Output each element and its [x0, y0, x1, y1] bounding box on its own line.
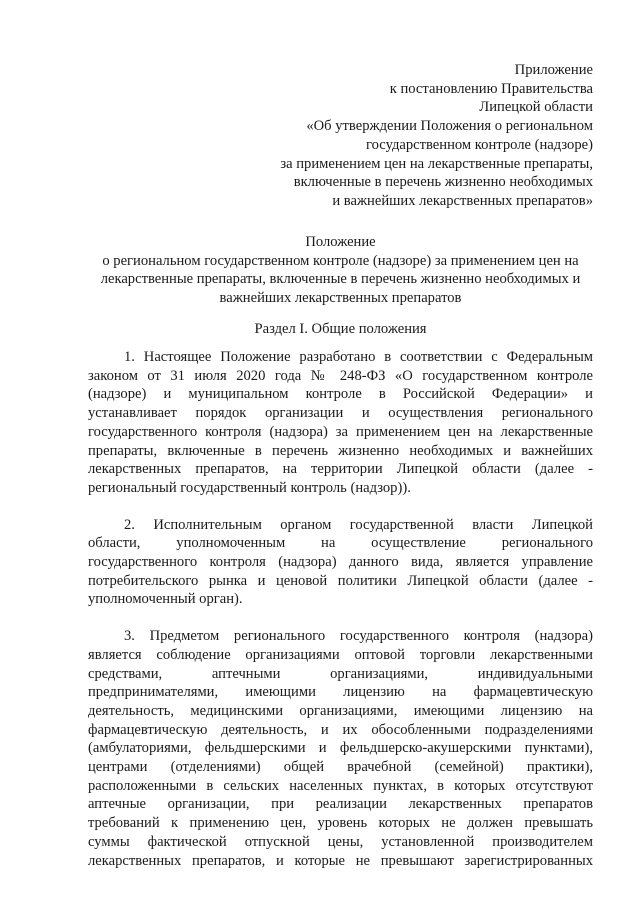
text-line: центрами (отделениями) общей врачебной (семейной) практики), — [88, 759, 593, 776]
text-line: государственного контроля (надзора) данного вида, является управление — [88, 554, 593, 571]
text-line: является соблюдение организациями оптовой торговли лекарственными — [88, 646, 593, 663]
text-line: деятельность, медицинскими организациями, имеющими лицензию на — [88, 702, 593, 719]
title-line: лекарственные препараты, включенные в перечень жизненно необходимых и — [100, 271, 581, 288]
title-line: важнейших лекарственных препаратов — [219, 290, 462, 307]
appendix-line: включенные в перечень жизненно необходимых — [293, 174, 593, 191]
text-line: лекарственных препаратов, на территории Липецкой области (далее - — [88, 461, 593, 478]
text-line: области, уполномоченным на осуществление регионального — [88, 535, 593, 552]
document-title — [88, 233, 593, 308]
text-line: 1. Настоящее Положение разработано в соответствии с Федеральным — [124, 349, 593, 365]
text-line: (надзоре) и муниципальном контроле в Российской Федерации» и — [88, 386, 593, 403]
title-line: о региональном государственном контроле (надзоре) за применением цен на — [102, 252, 579, 269]
appendix-line: Липецкой области — [479, 99, 593, 116]
text-line: законом от 31 июля 2020 года № 248-ФЗ «О государственном контроле — [88, 367, 593, 384]
text-line: (амбулаториями, фельдшерскими и фельдшерско-акушерскими пунктами), — [88, 740, 593, 757]
section-title: Раздел I. Общие положения — [254, 321, 427, 337]
appendix-line: «Об утверждении Положения о региональном — [306, 118, 593, 135]
text-line: предпринимателями, имеющими лицензию на фармацевтическую — [88, 684, 593, 701]
text-line: требований к применению цен, уровень которых не должен превышать — [88, 815, 593, 832]
title-heading: Положение — [305, 234, 376, 250]
appendix-line: к постановлению Правительства — [389, 80, 593, 97]
appendix-line: государственном контроле (надзоре) — [366, 136, 593, 153]
document-body — [88, 348, 593, 888]
appendix-header — [280, 61, 593, 211]
text-line: потребительского рынка и ценовой политики Липецкой области (далее - — [88, 572, 593, 589]
text-line: средствами, аптечными организациями, индивидуальными — [88, 665, 593, 682]
paragraph-2 — [88, 516, 593, 610]
text-line: аптечные организации, при реализации лекарственных препаратов — [88, 796, 593, 813]
appendix-line: Приложение — [514, 62, 593, 78]
text-line: расположенными в сельских населенных пунктах, в которых отсутствуют — [88, 777, 593, 794]
text-line: лекарственных препаратов, и которые не превышают зарегистрированных — [88, 852, 593, 869]
text-line: суммы фактической отпускной цены, установленной производителем — [88, 833, 593, 850]
appendix-line: и важнейших лекарственных препаратов» — [332, 192, 593, 209]
text-line: государственного контроля (надзора) за применением цен на лекарственные — [88, 423, 593, 440]
text-line: 2. Исполнительным органом государственной власти Липецкой — [124, 516, 593, 533]
appendix-line: за применением цен на лекарственные препараты, — [280, 155, 593, 172]
text-line: уполномоченный орган). — [88, 591, 243, 608]
text-line: фармацевтическую деятельность, и их обособленными подразделениями — [88, 721, 593, 738]
text-line: региональный государственный контроль (надзор)). — [88, 479, 411, 496]
text-line: устанавливает порядок организации и осуществления регионального — [88, 405, 593, 422]
paragraph-3 — [88, 627, 593, 870]
paragraph-1 — [88, 348, 593, 498]
text-line: препараты, включенные в перечень жизненно необходимых и важнейших — [88, 442, 593, 459]
text-line: 3. Предметом регионального государственного контроля (надзора) — [124, 628, 593, 645]
